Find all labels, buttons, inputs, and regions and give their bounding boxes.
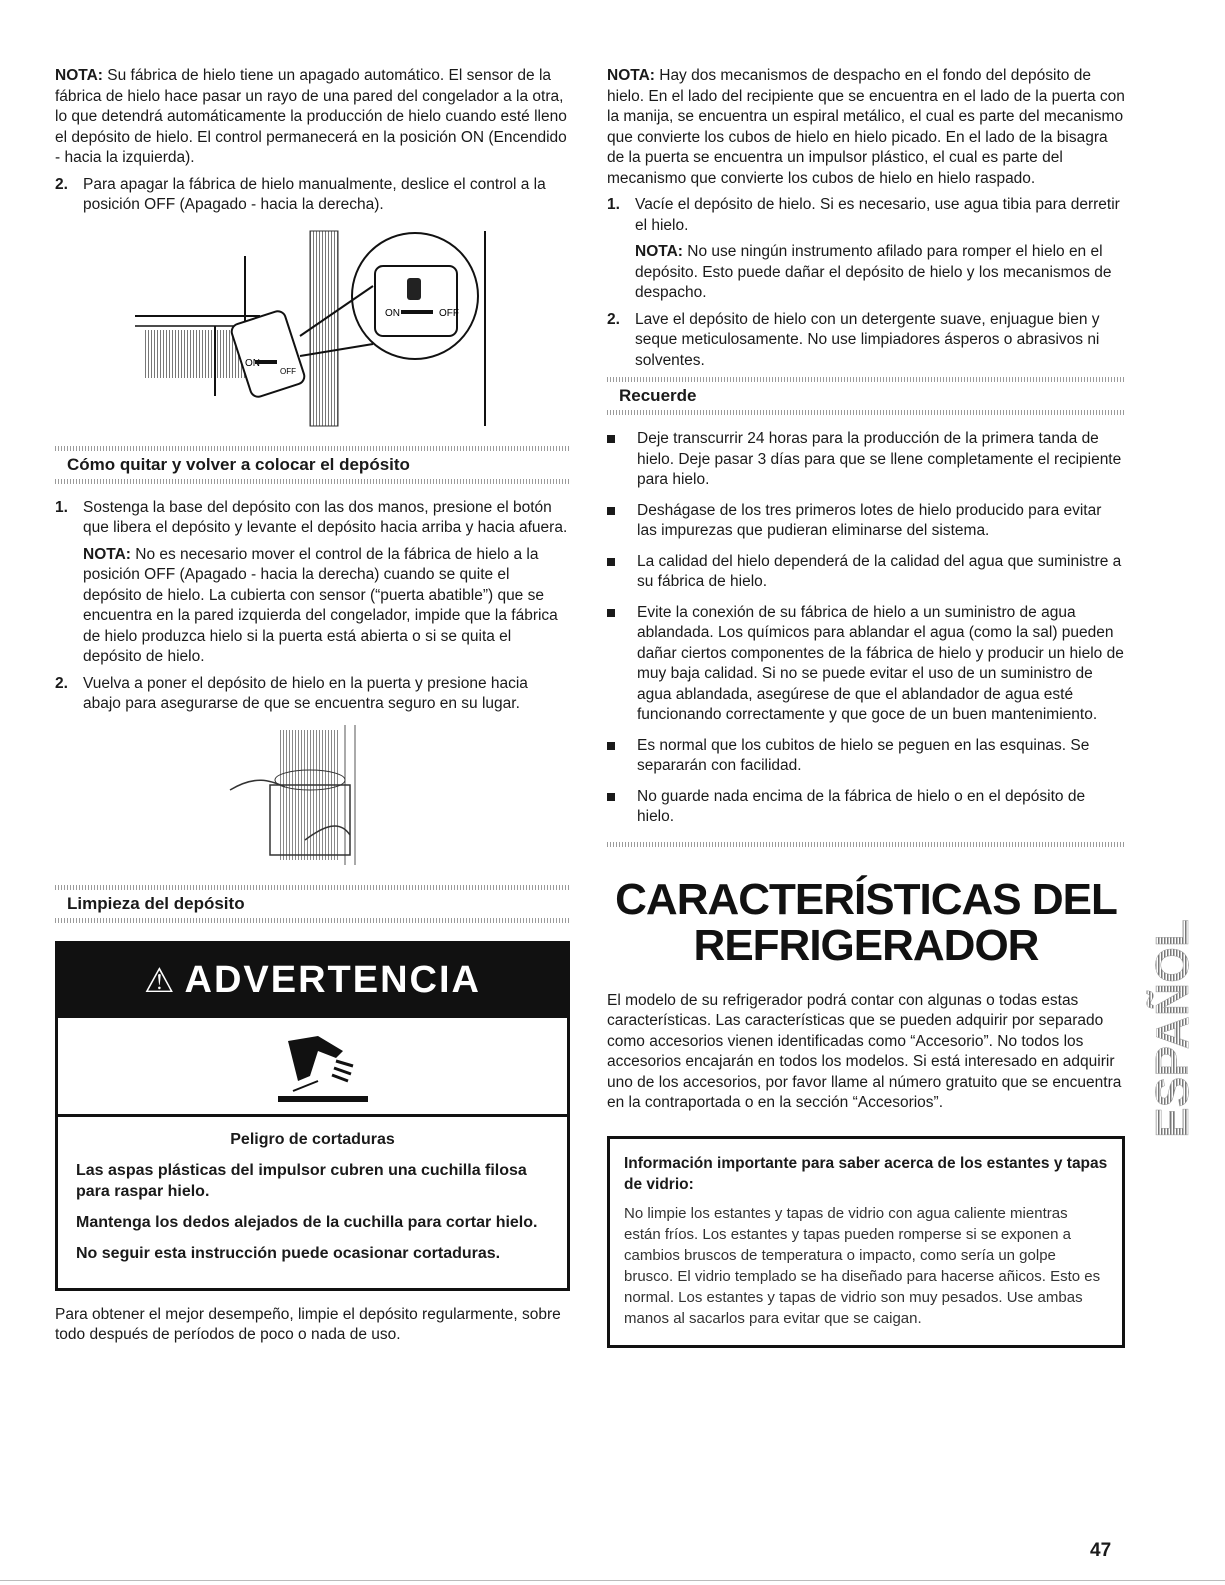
warning-line: No seguir esta instrucción puede ocasionar cortaduras.	[76, 1244, 501, 1262]
bullet-icon	[607, 552, 637, 593]
info-body: No limpie los estantes y tapas de vidrio con agua caliente mientras están fríos. Los estantes y tapas pueden romperse si se exponen a cambios bruscos de temperatura o impacto, como sería un golpe brusco. El vidrio templado se ha diseñado para hacerse añicos. Esto es normal. Los estantes y tapas de vidrio son muy pesados. Use ambas manos al sacarlos para evitar que se caigan.	[624, 1204, 1101, 1327]
section-remove-bin-heading: Cómo quitar y volver a colocar el depósito	[55, 446, 570, 484]
step-text: Lave el depósito de hielo con un detergente suave, enjuague bien y seque meticulosamente. No use limpiadores ásperos o abrasivos ni solventes.	[635, 310, 1100, 369]
page-number: 47	[1090, 1540, 1112, 1561]
bullet-icon	[607, 736, 637, 777]
bullet-icon	[607, 787, 637, 828]
step-2	[55, 175, 570, 216]
intro-paragraph: El modelo de su refrigerador podrá contar con algunas o todas estas características. Las características que se pueden adquirir por separado como accesorios vienen identificadas como “Accesorio”. No todos los accesorios encajarán en todos los modelos. Si está interesado en adquirir uno de los accesorios, por favor llame al número gratuito que se encuentra en la contraportada o en la sección “Accesorios”.	[607, 991, 1122, 1111]
bullet-icon	[607, 603, 637, 726]
warning-hazard: Peligro de cortaduras	[230, 1130, 395, 1148]
step-number: 1.	[55, 498, 68, 516]
note-paragraph	[55, 66, 570, 169]
bottom-rule	[0, 1580, 1225, 1581]
page-title	[607, 874, 1125, 970]
section-cleaning-heading: Limpieza del depósito	[55, 885, 570, 923]
step-number: 2.	[55, 674, 68, 692]
bin-removal-figure	[55, 725, 570, 875]
page-title-line: CARACTERÍSTICAS DEL	[615, 874, 1117, 924]
warning-line: Las aspas plásticas del impulsor cubren una cuchilla filosa para raspar hielo.	[76, 1161, 527, 1200]
step-2	[55, 674, 570, 715]
note-label: NOTA:	[607, 67, 655, 84]
list-item: No guarde nada encima de la fábrica de hielo o en el depósito de hielo.	[607, 787, 1125, 828]
note-label: NOTA:	[55, 67, 103, 84]
switch-on-label: ON	[245, 357, 260, 369]
closing-paragraph: Para obtener el mejor desempeño, limpie el depósito regularmente, sobre todo después de períodos de poco o nada de uso.	[55, 1305, 561, 1343]
zoom-off-label: OFF	[439, 307, 459, 319]
step-text: Vuelva a poner el depósito de hielo en la puerta y presione hacia abajo para asegurarse de que se encuentra seguro en su lugar.	[83, 674, 528, 712]
note-label: NOTA:	[635, 243, 683, 260]
step-number: 2.	[607, 310, 620, 328]
note-text: Hay dos mecanismos de despacho en el fondo del depósito de hielo. En el lado del recipiente que se encuentra en el lado de la puerta con la manija, se encuentra un espiral metálico, el cual es parte del mecanismo que convierte los cubos de hielo en hielo picado. En el lado de la bisagra de la puerta se encuentra un impulsor plástico, el cual es parte del mecanismo que convierte los cubos de hielo en hielo raspado.	[607, 67, 1125, 187]
bullet-icon	[607, 501, 637, 542]
list-item: Deshágase de los tres primeros lotes de hielo producido para evitar las impurezas que pudieran eliminarse del sistema.	[607, 501, 1125, 542]
note-text: Su fábrica de hielo tiene un apagado automático. El sensor de la fábrica de hielo hace pasar un rayo de una pared del congelador a la otra, lo que detendrá automáticamente la producción de hielo cuando esté lleno el depósito de hielo. El control permanecerá en la posición ON (Encendido - hacia la izquierda).	[55, 67, 567, 166]
side-tab-label: ESPAÑOL	[1146, 919, 1198, 1138]
bin-removal-illustration	[55, 725, 570, 875]
warning-box	[55, 941, 570, 1291]
step-number: 2.	[55, 175, 68, 193]
remember-list	[607, 429, 1125, 828]
list-item: La calidad del hielo dependerá de la calidad del agua que suministre a su fábrica de hielo.	[607, 552, 1125, 593]
note-text: No use ningún instrumento afilado para romper el hielo en el depósito. Esto puede dañar el depósito de hielo y los mecanismos de despacho.	[635, 243, 1112, 301]
step-text: Vacíe el depósito de hielo. Si es necesario, use agua tibia para derretir el hielo.	[635, 196, 1120, 234]
warning-header	[58, 944, 567, 1018]
section-remember-heading: Recuerde	[607, 377, 1125, 415]
list-item: Es normal que los cubitos de hielo se peguen en las esquinas. Se separarán con facilidad.	[607, 736, 1125, 777]
list-item: Evite la conexión de su fábrica de hielo a un suministro de agua ablandada. Los químicos para ablandar el agua (como la sal) pueden dañar ciertos componentes de la fábrica de hielo y producir un hielo de muy baja calidad. Si no se puede evitar el uso de un suministro de agua ablandada, asegúrese de que el ablandador de agua esté funcionando correctamente y que goce de un buen mantenimiento.	[607, 603, 1125, 726]
page-title-line: REFRIGERADOR	[693, 920, 1039, 970]
warning-line: Mantenga los dedos alejados de la cuchilla para cortar hielo.	[76, 1213, 538, 1231]
ice-maker-switch-illustration	[55, 226, 570, 431]
list-item: Deje transcurrir 24 horas para la producción de la primera tanda de hielo. Deje pasar 3 días para que se llene completamente el recipiente para hielo.	[607, 429, 1125, 491]
switch-off-label: OFF	[280, 366, 296, 376]
language-side-tab	[1146, 820, 1198, 1150]
step-number: 1.	[607, 196, 620, 213]
ice-maker-switch-figure	[55, 226, 570, 436]
step-1	[607, 195, 1125, 304]
info-heading: Información importante para saber acerca de los estantes y tapas de vidrio:	[624, 1154, 1108, 1193]
note-text: No es necesario mover el control de la fábrica de hielo a la posición OFF (Apagado - hacia la derecha) cuando se quite el depósito de hielo. La cubierta con sensor (“puerta abatible”) que se encuentra en la pared izquierda del congelador, impide que la fábrica de hielo produzca hielo si la puerta está abierta o si se quita el depósito de hielo.	[83, 545, 558, 665]
step-2	[607, 310, 1125, 372]
right-column	[607, 66, 1125, 1348]
glass-shelves-info-box	[607, 1136, 1125, 1348]
left-column	[55, 66, 570, 1346]
bullet-icon	[607, 429, 637, 491]
note-label: NOTA:	[83, 545, 131, 563]
zoom-on-label: ON	[385, 307, 400, 319]
note-paragraph	[83, 545, 570, 668]
warning-title: ADVERTENCIA	[184, 959, 481, 1001]
cut-hazard-icon	[58, 1018, 567, 1117]
divider	[607, 842, 1125, 847]
step-text: Sostenga la base del depósito con las dos manos, presione el botón que libera el depósito y levante el depósito hacia arriba y hacia afuera.	[83, 498, 568, 536]
note-paragraph	[635, 242, 1125, 304]
step-text: Para apagar la fábrica de hielo manualmente, deslice el control a la posición OFF (Apagado - hacia la derecha).	[83, 175, 546, 213]
step-1	[55, 498, 570, 668]
note-paragraph	[607, 66, 1125, 189]
warning-triangle-icon: ⚠	[144, 961, 177, 1000]
